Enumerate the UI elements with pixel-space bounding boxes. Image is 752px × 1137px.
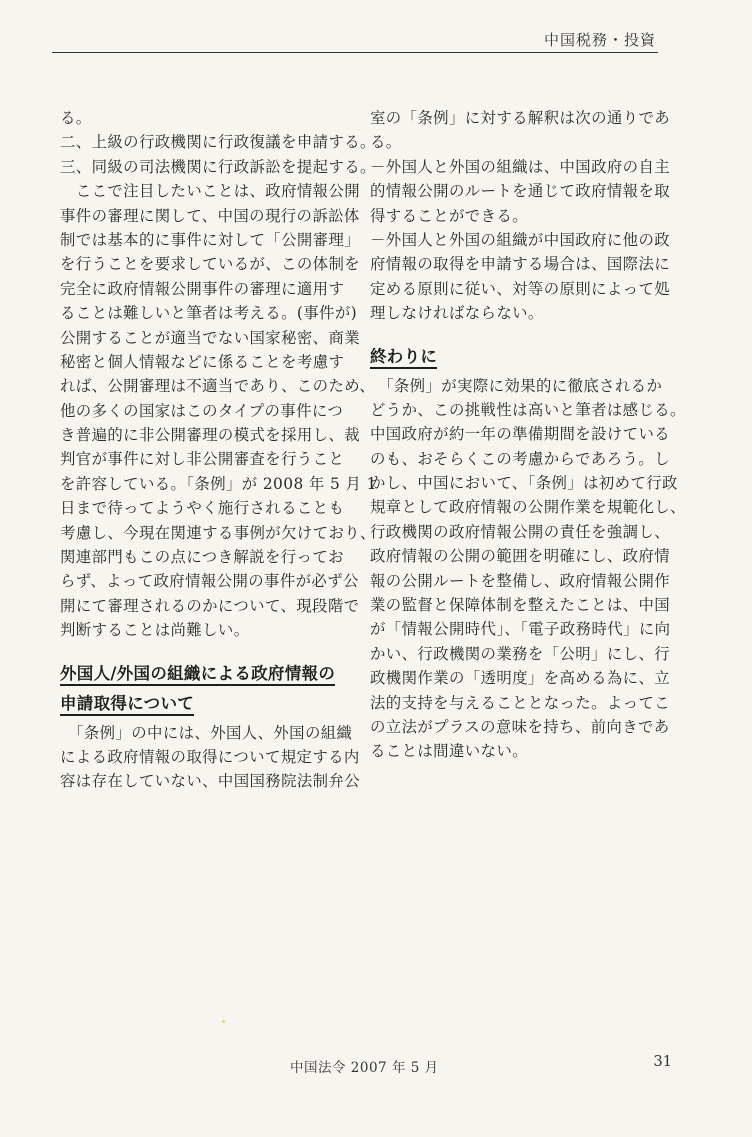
text-line: かい、行政機関の業務を「公明」にし、行: [370, 644, 671, 663]
text-line: を許容している。「条例」が 2008 年 5 月 1: [60, 474, 377, 493]
text-line: き普遍的に非公開審理の模式を採用し、裁: [60, 426, 361, 445]
text-line: 理しなければならない。: [370, 304, 544, 323]
text-line: どうか、この挑戦性は高いと筆者は感じる。: [370, 400, 686, 419]
text-line: －外国人と外国の組織が中国政府に他の政: [370, 230, 671, 249]
text-line: 制では基本的に事件に対して「公開審理」: [60, 230, 361, 249]
footer-publication: 中国法令 2007 年 5 月: [290, 1060, 439, 1076]
page-number: 31: [653, 1054, 672, 1070]
text-line: の立法がプラスの意味を持ち、前向きであ: [370, 717, 670, 736]
text-line: かし、中国において、「条例」は初めて行政: [370, 474, 678, 493]
section-heading-conclusion: [370, 344, 668, 370]
text-line: 法的支持を与えることとなった。よってこ: [370, 693, 671, 712]
text-line: 完全に政府情報公開事件の審理に適用す: [60, 279, 345, 298]
text-line: 中国政府が約一年の準備期間を設けている: [370, 425, 671, 444]
text-line: 的情報公開のルートを通じて政府情報を取: [370, 182, 671, 201]
text-line: 報の公開ルートを整備し、政府情報公開作: [370, 571, 671, 590]
text-line: る。: [370, 133, 402, 152]
text-line: 行政機関の政府情報公開の責任を強調し、: [370, 522, 671, 541]
text-line: 判断することは尚難しい。: [60, 621, 250, 640]
text-line: －外国人と外国の組織は、中国政府の自主: [370, 157, 671, 176]
text-line: 府情報の取得を申請する場合は、国際法に: [370, 255, 671, 274]
text-line: ることは難しいと筆者は考える。(事件が): [60, 304, 358, 323]
left-column: [60, 106, 377, 794]
text-line: 「条例」の中には、外国人、外国の組織: [60, 723, 353, 742]
text-line: 開にて審理されるのかについて、現段階で: [60, 596, 360, 615]
text-line: 事件の審理に関して、中国の現行の訴訟体: [60, 206, 360, 225]
section-heading-foreigners-2: [60, 691, 352, 717]
text-line: 業の監督と保障体制を整えたことは、中国: [370, 596, 671, 615]
text-line: が「情報公開時代」、「電子政務時代」に向: [370, 620, 671, 639]
text-line: 容は存在していない、中国国務院法制弁公: [60, 772, 361, 791]
text-line: 関連部門もこの点につき解説を行ってお: [60, 548, 344, 567]
text-line: れば、公開審理は不適当であり、このため、: [60, 377, 376, 396]
section-heading-foreigners: [60, 661, 352, 687]
right-after-heading-text: [370, 374, 686, 764]
left-after-heading-text: [60, 721, 361, 794]
text-line: 日まで待ってようやく施行されることも: [60, 499, 345, 518]
text-line: 公開することが適当でない国家秘密、商業: [60, 328, 361, 347]
text-line: 定める原則に従い、対等の原則によって処: [370, 279, 671, 298]
text-line: ることは間違いない。: [370, 742, 528, 761]
heading-conclusion-text: 終わりに: [370, 347, 437, 369]
text-line: による政府情報の取得について規定する内: [60, 747, 360, 766]
right-body-text: [370, 106, 671, 326]
text-line: を行うことを要求しているが、この体制を: [60, 255, 361, 274]
text-line: 二、上級の行政機関に行政復議を申請する。: [60, 133, 376, 152]
right-column: [370, 106, 686, 764]
text-line: 室の「条例」に対する解釈は次の通りであ: [370, 109, 671, 127]
text-line: ここで注目したいことは、政府情報公開: [60, 182, 361, 201]
text-line: 秘密と個人情報などに係ることを考慮す: [60, 352, 345, 371]
text-line: る。: [60, 109, 92, 127]
paper-speck: [222, 1020, 225, 1023]
text-line: 他の多くの国家はこのタイプの事件につ: [60, 401, 344, 420]
text-line: 判官が事件に対し非公開審査を行うこと: [60, 450, 345, 469]
section-title: 中国税務・投資: [543, 31, 656, 49]
text-line: 考慮し、今現在関連する事例が欠けており、: [60, 523, 376, 542]
text-line: 規章として政府情報の公開作業を規範化し、: [370, 498, 686, 517]
text-line: 「条例」が実際に効果的に徹底されるか: [370, 376, 663, 395]
text-line: 政機関作業の「透明度」を高める為に、立: [370, 669, 671, 688]
text-line: らず、よって政府情報公開の事件が必ず公: [60, 572, 359, 591]
left-body-text: [60, 106, 377, 643]
text-line: 三、同級の司法機関に行政訴訟を提起する。: [60, 157, 376, 176]
header-rule: [52, 52, 658, 53]
text-line: 得することができる。: [370, 206, 528, 225]
text-line: 政府情報の公開の範囲を明確にし、政府情: [370, 547, 671, 566]
heading-line-2: 申請取得について: [60, 694, 194, 716]
heading-line-1: 外国人/外国の組織による政府情報の: [60, 664, 335, 686]
text-line: のも、おそらくこの考慮からであろう。し: [370, 449, 670, 468]
